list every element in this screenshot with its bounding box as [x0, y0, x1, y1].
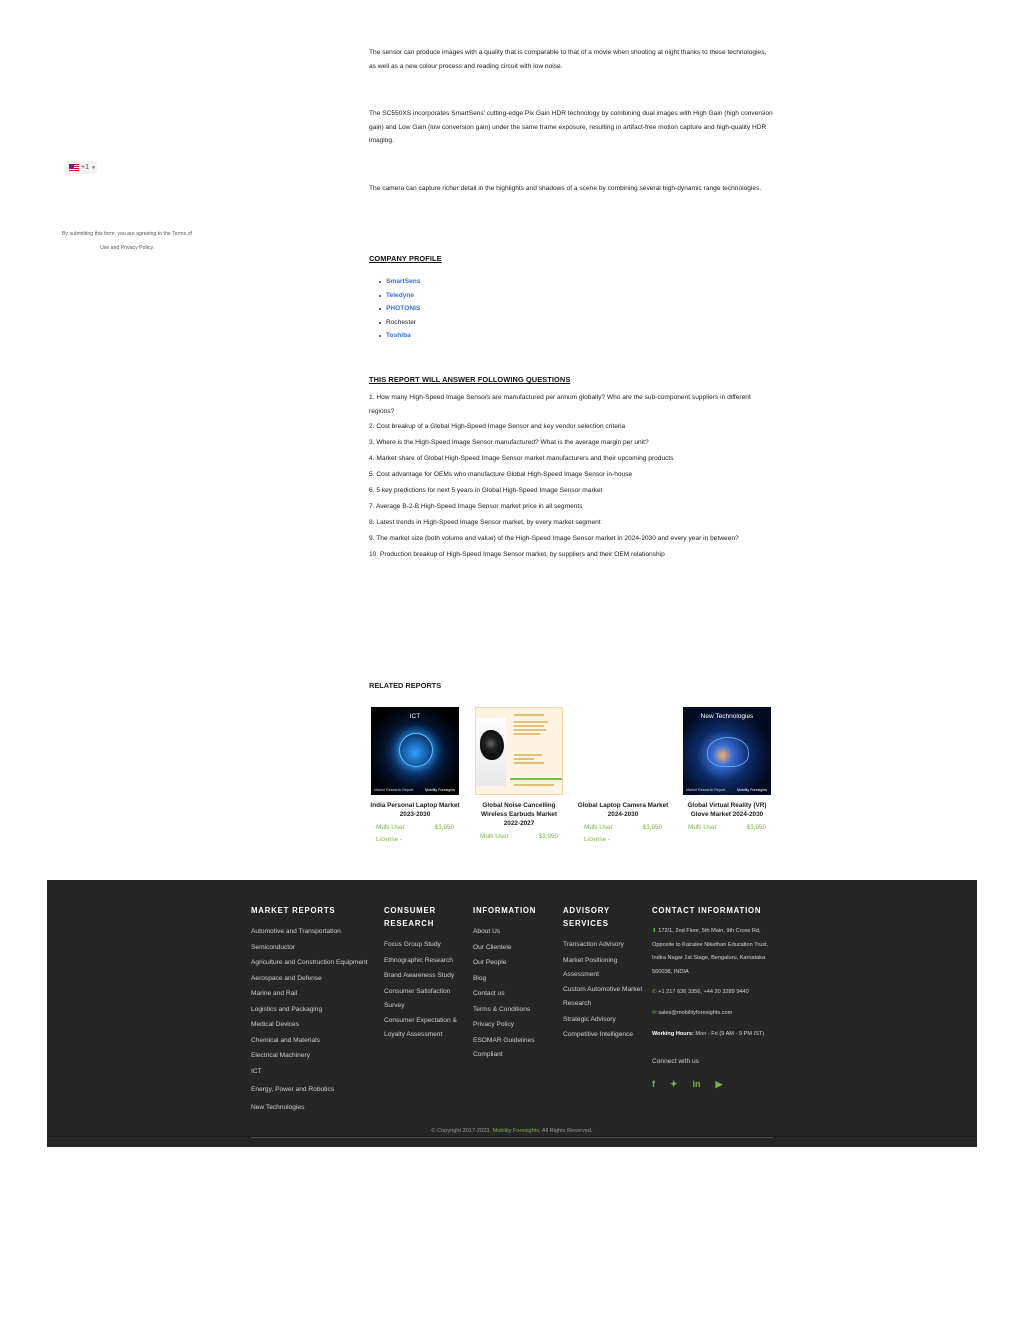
- footer-link[interactable]: Agriculture and Construction Equipment: [251, 959, 368, 966]
- questions-heading: THIS REPORT WILL ANSWER FOLLOWING QUESTIONS: [369, 375, 571, 384]
- question-item: 7. Average B-2-B High-Speed Image Sensor market price in all segments: [369, 502, 583, 510]
- brand-logo: Mobility Foresights: [425, 788, 455, 792]
- thumbnail-label: ICT: [409, 713, 421, 720]
- cover-text-line: [514, 721, 548, 723]
- cover-text-line: [514, 762, 544, 764]
- thumbnail-caption: Market Research Report: [686, 788, 726, 792]
- question-item: 3. Where is the High-Speed Image Sensor manufactured? What is the average margin per unit?: [369, 439, 649, 447]
- chevron-down-icon: ▼: [90, 164, 96, 171]
- report-card[interactable]: [577, 707, 669, 846]
- footer-link[interactable]: Our People: [473, 959, 507, 966]
- working-hours: [652, 1028, 777, 1042]
- copyright: [47, 1128, 977, 1134]
- social-links: [652, 1079, 777, 1090]
- report-title-link[interactable]: Global Noise Cancelling Wireless Earbuds Market 2022-2027: [481, 802, 557, 827]
- address: [652, 925, 777, 979]
- brand-link[interactable]: Mobility Foresights: [492, 1128, 540, 1134]
- company-link-teledyne[interactable]: Teledyne: [379, 289, 420, 303]
- site-footer: [47, 880, 977, 1147]
- footer-link[interactable]: Brand Awareness Study: [384, 972, 455, 979]
- footer-link[interactable]: ICT: [251, 1067, 262, 1075]
- linkedin-icon[interactable]: in: [692, 1079, 701, 1090]
- footer-link[interactable]: Ethnographic Research: [384, 956, 453, 964]
- footer-link[interactable]: Our Clientele: [473, 943, 512, 951]
- report-price: $3,950: [746, 824, 766, 831]
- paragraph: The camera can capture richer detail in the highlights and shadows of a scene by combining several high-dynamic range technologies.: [369, 185, 762, 192]
- copyright-prefix: © Copyright 2017-2023.: [431, 1128, 491, 1134]
- footer-advisory: [563, 904, 643, 1044]
- company-profile-heading: COMPANY PROFILE: [369, 254, 442, 263]
- footer-link[interactable]: Automotive and Transportation: [251, 928, 341, 935]
- cover-text-line: [514, 758, 534, 760]
- email-text: sales@mobilityforesights.com: [658, 1009, 733, 1016]
- connect-label: Connect with us: [652, 1058, 699, 1066]
- report-title-link[interactable]: Global Virtual Reality (VR) Glove Market 2024-2030: [687, 802, 767, 818]
- phone[interactable]: [652, 986, 777, 1000]
- footer-link[interactable]: Energy, Power and Robotics: [251, 1085, 335, 1093]
- company-list: [379, 275, 420, 343]
- address-text: 172/1, 2nd Floor, 5th Main, 9th Cross Rd, Opposite to Kairalee Nikethan Education Trust, Indira Nagar 1st Stage, Bengaluru, Karnataka 560038, INDIA: [652, 928, 769, 975]
- footer-link[interactable]: About Us: [473, 928, 501, 935]
- footer-link[interactable]: New Technologies: [251, 1103, 305, 1111]
- footer-bottom-border: [47, 1136, 977, 1137]
- cover-text-line: [514, 725, 544, 727]
- footer-link[interactable]: Custom Automotive Market Research: [563, 986, 643, 1007]
- copyright-suffix: . All Rights Reserved.: [539, 1128, 593, 1134]
- report-card[interactable]: [681, 707, 773, 834]
- hours-text: Mon - Fri (9 AM - 9 PM IST): [695, 1030, 765, 1037]
- footer-link[interactable]: Aerospace and Defense: [251, 974, 322, 982]
- cover-text-line: [514, 729, 546, 731]
- company-link-photonis[interactable]: PHOTONIS: [379, 302, 420, 316]
- footer-link[interactable]: Marine and Rail: [251, 990, 298, 997]
- footer-information: [473, 904, 553, 1063]
- phone-text: +1 217 636 3356, +44 20 3289 9440: [658, 989, 749, 996]
- report-title-link[interactable]: India Personal Laptop Market 2023-2030: [370, 802, 460, 818]
- footer-link[interactable]: Consumer Expectation & Loyalty Assessment: [384, 1017, 457, 1038]
- youtube-icon[interactable]: ▶: [715, 1079, 723, 1090]
- report-thumbnail[interactable]: [475, 707, 563, 795]
- question-item: 10. Production breakup of High-Speed Image Sensor market, by suppliers and their OEM relationship: [369, 550, 665, 558]
- related-reports-heading: RELATED REPORTS: [369, 681, 442, 690]
- facebook-icon[interactable]: f: [652, 1079, 655, 1090]
- paragraph: The SC550XS incorporates SmartSens' cutting-edge Pix Gain HDR technology by combining dual images with High Gain (high conversion gain) and Low Gain (low conversion gain) under the same frame exposure, resulting in artifact-free motion capture and high-quality HDR imaging.: [369, 110, 773, 145]
- hours-label: Working Hours:: [652, 1030, 694, 1037]
- footer-link[interactable]: Terms & Conditions: [473, 1005, 531, 1013]
- footer-heading: CONSUMER RESEARCH: [384, 906, 436, 928]
- report-thumbnail[interactable]: [371, 707, 459, 795]
- thumbnail-label: New Technologies: [700, 713, 754, 720]
- question-item: 2. Cost breakup of a Global High-Speed Image Sensor and key vendor selection criteria: [369, 423, 626, 431]
- footer-link[interactable]: Electrical Machinery: [251, 1052, 310, 1059]
- footer-link[interactable]: Contact us: [473, 990, 505, 997]
- country-code: +1: [81, 164, 89, 171]
- footer-link[interactable]: Strategic Advisory: [563, 1015, 616, 1023]
- license-type: Multi User License -: [376, 824, 405, 843]
- footer-consumer-research: [384, 904, 464, 1044]
- questions-list: [369, 391, 774, 564]
- phone-icon: ✆: [652, 989, 657, 996]
- report-card[interactable]: [473, 707, 565, 843]
- cover-text-line: [514, 754, 542, 756]
- footer-divider: [251, 1137, 773, 1138]
- question-item: 1. How many High-Speed Image Sensors are manufactured per annum globally? Who are the sub-component suppliers in different regions?: [369, 394, 751, 415]
- footer-link[interactable]: Chemical and Materials: [251, 1036, 320, 1044]
- footer-link[interactable]: Market Positioning Assessment: [563, 956, 618, 978]
- footer-contact: [652, 904, 777, 1090]
- license-type: Multi User: [480, 833, 509, 840]
- footer-link[interactable]: ESOMAR Guidelines Compliant: [473, 1036, 535, 1058]
- report-title-link[interactable]: Global Laptop Camera Market 2024-2030: [577, 802, 669, 818]
- company-link-smartsens[interactable]: SmartSens: [379, 275, 420, 289]
- footer-link[interactable]: Medical Devices: [251, 1021, 300, 1028]
- footer-link[interactable]: Logistics and Packaging: [251, 1005, 323, 1013]
- related-reports: [369, 707, 774, 847]
- location-pin-icon: ⬇: [652, 928, 657, 934]
- footer-link[interactable]: Privacy Policy: [473, 1021, 515, 1028]
- question-item: 6. 5 key predictions for next 5 years in Global High-Speed Image Sensor market: [369, 487, 603, 495]
- footer-link[interactable]: Competitive Intelligence: [563, 1031, 634, 1038]
- footer-link[interactable]: Focus Group Study: [384, 941, 441, 948]
- footer-heading: ADVISORY SERVICES: [563, 906, 610, 928]
- us-flag-icon: [69, 164, 79, 171]
- question-item: 9. The market size (both volume and value) of the High-Speed Image Sensor market in 2024-2030 and every year in between?: [369, 534, 739, 542]
- email[interactable]: [652, 1007, 777, 1021]
- report-price: $3,950: [642, 824, 662, 831]
- footer-market-reports: [251, 904, 371, 1116]
- cover-divider: [510, 778, 562, 780]
- footer-link[interactable]: Transaction Advisory: [563, 941, 624, 948]
- cover-text-line: [514, 714, 544, 716]
- footer-link[interactable]: Semiconductor: [251, 943, 295, 951]
- twitter-icon[interactable]: ✦: [670, 1079, 678, 1090]
- report-thumbnail[interactable]: [579, 707, 667, 795]
- consent-text: By submitting this form, you are agreeing to the Terms of Use and Privacy Policy.: [62, 231, 192, 251]
- brand-logo: Mobility Foresights: [737, 788, 767, 792]
- footer-heading: MARKET REPORTS: [251, 906, 336, 915]
- license-type: Multi User License -: [584, 824, 613, 843]
- country-code-selector[interactable]: [66, 161, 97, 174]
- report-price: $3,950: [434, 824, 454, 831]
- footer-link[interactable]: Consumer Satisfaction Survey: [384, 987, 451, 1009]
- license-type: Multi User: [688, 824, 717, 831]
- earbud-icon: [480, 730, 504, 760]
- question-item: 4. Market share of Global High-Speed Image Sensor market manufacturers and their upcoming products: [369, 455, 674, 463]
- report-price: $3,950: [538, 833, 558, 840]
- paragraph: The sensor can produce images with a quality that is comparable to that of a movie when shooting at night thanks to these technologies, as well as a new colour process and reading circuit with low noise.: [369, 49, 767, 70]
- footer-heading: INFORMATION: [473, 906, 537, 915]
- report-thumbnail[interactable]: [683, 707, 771, 795]
- question-item: 8. Latest trends in High-Speed Image Sensor market, by every market segment: [369, 518, 601, 526]
- report-card[interactable]: [369, 707, 461, 846]
- company-item-rochester: Rochester: [379, 316, 420, 330]
- cover-text-line: [514, 784, 554, 786]
- thumbnail-caption: Market Research Report: [374, 788, 414, 792]
- company-link-toshiba[interactable]: Toshiba: [379, 329, 420, 343]
- cover-text-line: [514, 733, 540, 735]
- mail-icon: ✉: [652, 1009, 657, 1016]
- question-item: 5. Cost advantage for OEMs who manufacture Global High-Speed Image Sensor in-house: [369, 471, 633, 479]
- footer-heading: CONTACT INFORMATION: [652, 906, 762, 915]
- footer-link[interactable]: Blog: [473, 974, 487, 982]
